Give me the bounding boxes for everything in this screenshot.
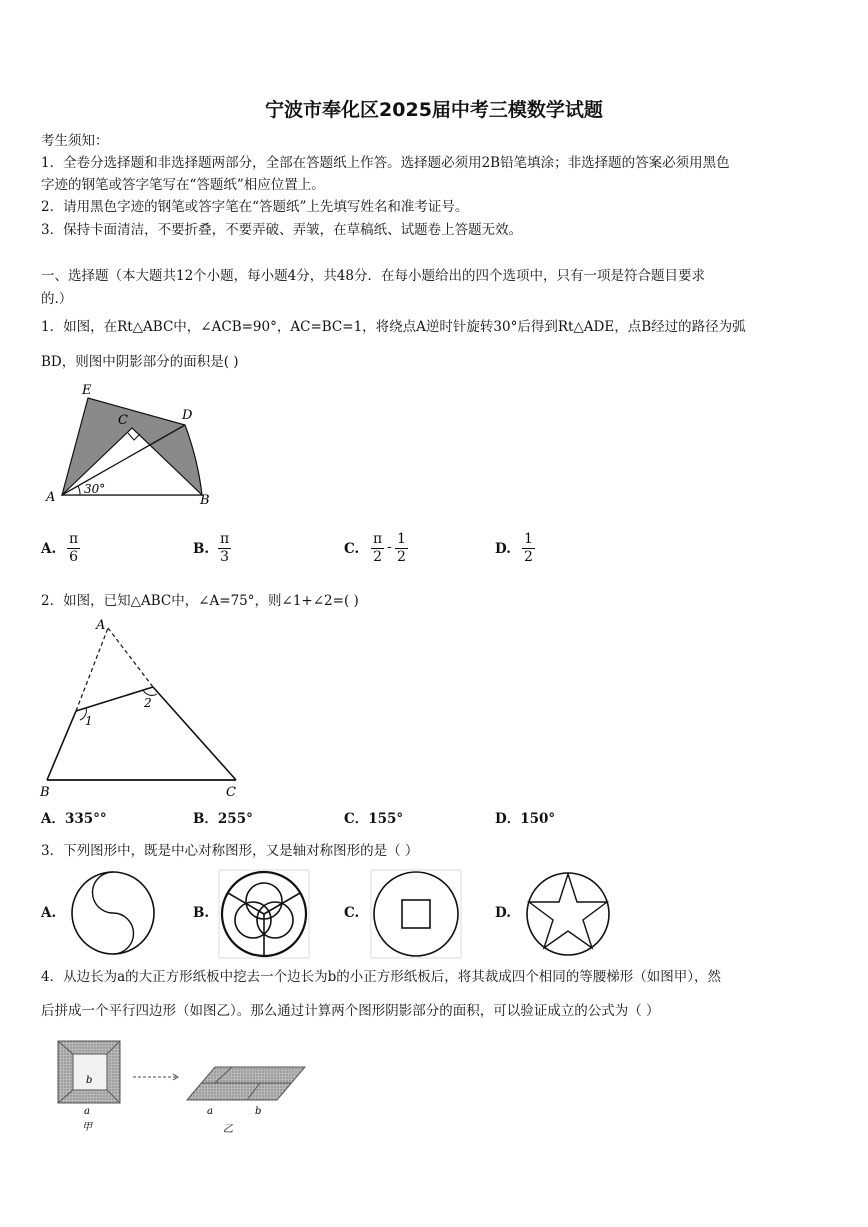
q3-option-c[interactable]: C.: [344, 905, 360, 921]
q1-option-c-minus: -: [387, 539, 392, 555]
q4-text: 4．从边长为a的大正方形纸板中挖去一个边长为b的小正方形纸板后，将其裁成四个相同的等腰梯形（如图甲），然: [41, 969, 722, 985]
q2-option-b[interactable]: B．255°: [193, 811, 253, 827]
page-title: 宁波市奉化区2025届中考三模数学试题: [265, 99, 603, 121]
q1-option-b[interactable]: [218, 531, 231, 566]
q1-option-d-letter: D.: [495, 541, 511, 557]
q4-caption-yi: 乙: [223, 1124, 233, 1135]
q4-label-b-right: b: [255, 1106, 262, 1117]
q4-label-a-left: a: [84, 1106, 90, 1117]
q1-option-b-num: π: [220, 531, 230, 547]
q3-three-arc-icon[interactable]: [218, 869, 310, 959]
notice-item: 3．保持卡面清洁，不要折叠，不要弄破、弄皱，在草稿纸、试题卷上答题无效。: [41, 222, 523, 238]
q3-option-b[interactable]: B.: [193, 905, 210, 921]
q1-option-c-letter: C.: [344, 541, 360, 557]
notice-item: 1．全卷分选择题和非选择题两部分，全部在答题纸上作答。选择题必须用2B铅笔填涂；非选择题的答案必须用黑色: [41, 155, 730, 171]
q2-option-d[interactable]: D．150°: [495, 811, 556, 827]
q1-angle-label: 30°: [84, 482, 106, 496]
q1-option-c-num1: π: [373, 531, 383, 547]
q1-label-C: C: [118, 413, 128, 428]
q1-option-a[interactable]: [67, 531, 80, 566]
q1-option-a-den: 6: [69, 549, 79, 565]
section-heading: 一、选择题（本大题共12个小题，每小题4分，共48分．在每小题给出的四个选项中，只有一项是符合题目要求: [41, 268, 705, 284]
q2-label-B: B: [40, 785, 50, 800]
q4-label-b-left: b: [86, 1075, 93, 1086]
notice-heading: 考生须知：: [41, 133, 109, 149]
q1-figure: [40, 380, 230, 510]
q1-option-d-den: 2: [524, 549, 533, 565]
q2-option-a[interactable]: A．335°°: [41, 811, 107, 827]
q1-label-A: A: [46, 490, 56, 505]
q4-figure: [55, 1038, 315, 1138]
q1-option-b-den: 3: [220, 549, 230, 565]
q2-label-1: 1: [85, 714, 93, 728]
q1-label-B: B: [200, 493, 210, 508]
q2-option-c[interactable]: C．155°: [344, 811, 404, 827]
q4-caption-jia: 甲: [82, 1122, 92, 1133]
q1-option-c-part2[interactable]: [395, 531, 408, 566]
q1-option-b-letter: B.: [193, 541, 210, 557]
q1-option-d[interactable]: [522, 531, 535, 566]
q1-label-D: D: [182, 408, 193, 423]
q1-option-d-num: 1: [524, 531, 533, 547]
q3-option-d[interactable]: D.: [495, 905, 511, 921]
q4-text-cont: 后拼成一个平行四边形（如图乙）。那么通过计算两个图形阴影部分的面积，可以验证成立的公式为（ ）: [41, 1003, 660, 1019]
q1-label-E: E: [82, 383, 92, 398]
q1-option-a-num: π: [69, 531, 79, 547]
q3-text: 3．下列图形中，既是中心对称图形，又是轴对称图形的是（ ）: [41, 843, 419, 859]
q4-label-a-right: a: [207, 1106, 213, 1117]
q2-label-A: A: [96, 618, 106, 633]
q1-option-c-part1[interactable]: [371, 531, 384, 566]
q2-figure: [36, 618, 251, 803]
q2-label-C: C: [226, 785, 236, 800]
q1-option-c-den2: 2: [397, 549, 406, 565]
section-heading-cont: 的.）: [41, 291, 73, 307]
notice-item: 字迹的钢笔或答字笔写在“答题纸”相应位置上。: [41, 177, 325, 193]
q1-option-a-letter: A.: [41, 541, 57, 557]
q3-circle-star-icon[interactable]: [524, 870, 612, 958]
q1-option-c-num2: 1: [397, 531, 406, 547]
q1-option-c-den1: 2: [373, 549, 383, 565]
notice-item: 2．请用黑色字迹的钢笔或答字笔在“答题纸”上先填写姓名和准考证号。: [41, 199, 469, 215]
q3-option-a[interactable]: A.: [41, 905, 57, 921]
q2-label-2: 2: [144, 696, 152, 710]
q3-circle-square-icon[interactable]: [370, 869, 462, 959]
q3-yin-yang-icon[interactable]: [70, 870, 156, 956]
q2-text: 2．如图，已知△ABC中，∠A=75°，则∠1+∠2=( ): [41, 593, 359, 609]
q1-text-cont: BD，则图中阴影部分的面积是( ): [41, 354, 239, 370]
q1-text: 1．如图，在Rt△ABC中，∠ACB=90°，AC=BC=1，将绕点A逆时针旋转30°后得到Rt△ADE，点B经过的路径为弧: [41, 319, 746, 335]
